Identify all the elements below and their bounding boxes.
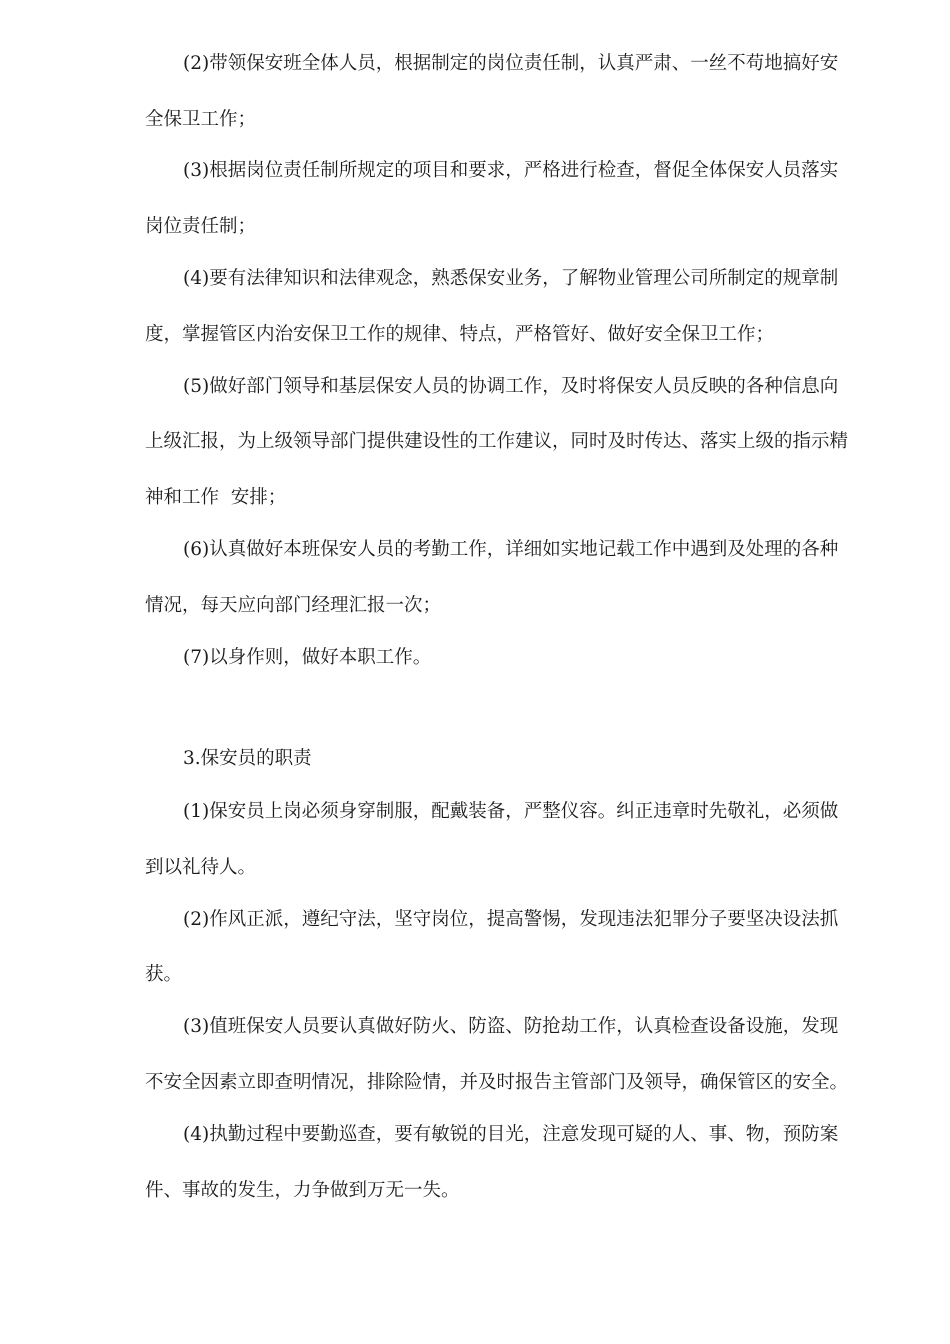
- section-3-heading: 3.保安员的职责: [183, 748, 312, 769]
- item-2-line-2: 全保卫工作；: [145, 109, 257, 130]
- item-2-line-1: (2)带领保安班全体人员，根据制定的岗位责任制，认真严肃、一丝不苟地搞好安: [183, 53, 839, 74]
- s3-item-2-line-2: 获。: [145, 964, 183, 985]
- s3-item-1-line-2: 到以礼待人。: [145, 857, 257, 878]
- s3-item-2-line-1: (2)作风正派，遵纪守法，坚守岗位，提高警惕，发现违法犯罪分子要坚决设法抓: [183, 909, 839, 930]
- item-4-line-2: 度，掌握管区内治安保卫工作的规律、特点，严格管好、做好安全保卫工作；: [145, 324, 775, 345]
- s3-item-1-line-1: (1)保安员上岗必须身穿制服，配戴装备，严整仪容。纠正违章时先敬礼，必须做: [183, 801, 839, 822]
- item-5-line-1: (5)做好部门领导和基层保安人员的协调工作，及时将保安人员反映的各种信息向: [183, 376, 839, 397]
- item-6-line-1: (6)认真做好本班保安人员的考勤工作，详细如实地记载工作中遇到及处理的各种: [183, 539, 839, 560]
- item-5-line-3: 神和工作 安排；: [145, 487, 287, 508]
- item-5-line-2: 上级汇报，为上级领导部门提供建设性的工作建议，同时及时传达、落实上级的指示精: [145, 431, 849, 452]
- item-3-line-2: 岗位责任制；: [145, 216, 257, 237]
- item-4-line-1: (4)要有法律知识和法律观念，熟悉保安业务，了解物业管理公司所制定的规章制: [183, 268, 839, 289]
- s3-item-3-line-1: (3)值班保安人员要认真做好防火、防盗、防抢劫工作，认真检查设备设施，发现: [183, 1016, 839, 1037]
- s3-item-4-line-2: 件、事故的发生，力争做到万无一失。: [145, 1180, 460, 1201]
- item-7-line-1: (7)以身作则，做好本职工作。: [183, 647, 432, 668]
- item-6-line-2: 情况，每天应向部门经理汇报一次；: [145, 595, 442, 616]
- item-3-line-1: (3)根据岗位责任制所规定的项目和要求，严格进行检查，督促全体保安人员落实: [183, 160, 839, 181]
- s3-item-4-line-1: (4)执勤过程中要勤巡查，要有敏锐的目光，注意发现可疑的人、事、物，预防案: [183, 1124, 839, 1145]
- s3-item-3-line-2: 不安全因素立即查明情况，排除险情，并及时报告主管部门及领导，确保管区的安全。: [145, 1072, 849, 1093]
